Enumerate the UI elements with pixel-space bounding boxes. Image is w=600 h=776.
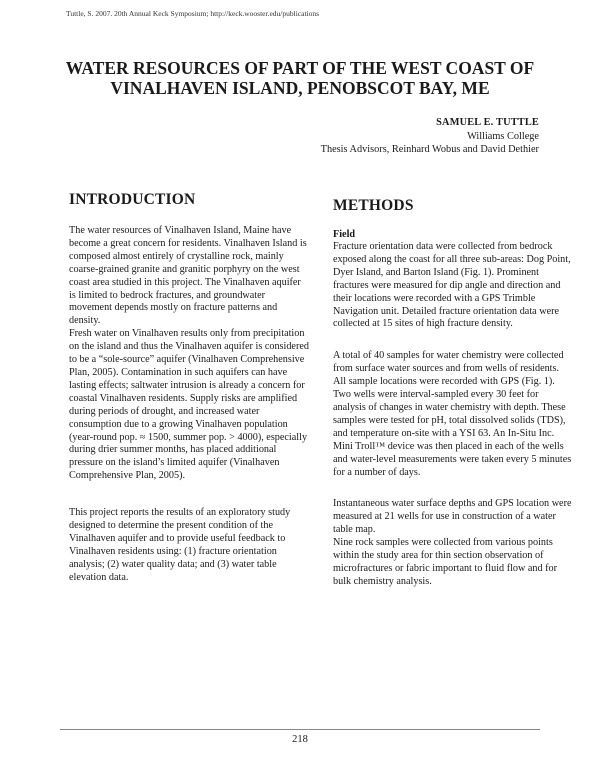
introduction-paragraph-2: Fresh water on Vinalhaven results only from precipitation on the island and thus the Vinalhaven aquifer is considered to be a “sole-source” aquifer (Vinalhaven Comprehensive Plan, 2005). Contamination in such aquifers can have lasting effects; saltwater intrusion is already a concern for coastal Vinalhaven residents. Supply risks are amplified during periods of drought, and increased water consumption due to a growing Vinalhaven population (year-round pop. ≈ 1500, summer pop. > 4000), especially during drier summer months, has placed additional pressure on the island’s limited aquifer (Vinalhaven Comprehensive Plan, 2005). [69, 328, 309, 482]
field-subheading: Field [333, 229, 356, 240]
introduction-paragraph-1: The water resources of Vinalhaven Island, Maine have become a great concern for residents. Vinalhaven Island is composed almost entirely of crystalline rock, mainly coarse-grained granite and granitic porphyry on the west coast area studied in this project. The Vinalhaven aquifer is limited to bedrock fractures, and groundwater movement depends mostly on fracture patterns and density. [69, 225, 307, 327]
introduction-heading: INTRODUCTION [69, 191, 196, 208]
methods-paragraph-2: A total of 40 samples for water chemistry were collected from surface water sources and from wells of residents. All sample locations were recorded with GPS (Fig. 1). Two wells were interval-sampled every 30 feet for analysis of changes in water chemistry with depth. These samples were tested for pH, total dissolved solids (TDS), and temperature on-site with a YSI 63. An In-Situ Inc. Mini Troll™ device was then placed in each of the wells and water-level measurements were taken every 5 minutes for a number of days. [333, 350, 572, 478]
author-block [321, 116, 539, 157]
methods-paragraph-4: Nine rock samples were collected from various points within the study area for thin section observation of microfractures or fabric important to fluid flow and for bulk chemistry analysis. [333, 537, 558, 587]
author-affiliation: Williams College [467, 130, 539, 142]
footer-rule [60, 729, 540, 730]
page-number: 218 [292, 734, 308, 745]
right-column [333, 197, 573, 589]
author-name: SAMUEL E. TUTTLE [436, 117, 539, 128]
citation-header: Tuttle, S. 2007. 20th Annual Keck Symposium; http://keck.wooster.edu/publications [66, 9, 320, 18]
methods-paragraph-3: Instantaneous water surface depths and GPS location were measured at 21 wells for use in construction of a water table map. [333, 498, 572, 536]
methods-paragraph-1: Fracture orientation data were collected from bedrock exposed along the coast for all three sub-areas: Dog Point, Dyer Island, and Barton Island (Fig. 1). Prominent fractures were measured for dip angle and direction and their locations were recorded with a GPS Trimble Navigation unit. Detailed fracture orientation data were collected at 15 sites of high fracture density. [333, 241, 571, 330]
introduction-paragraph-3: This project reports the results of an exploratory study designed to determine the present condition of the Vinalhaven aquifer and to provide useful feedback to Vinalhaven residents using: (1) fracture orientation analysis; (2) water quality data; and (3) water table elevation data. [69, 507, 291, 583]
left-column [69, 191, 309, 585]
thesis-advisors: Thesis Advisors, Reinhard Wobus and David Dethier [320, 144, 539, 156]
methods-heading: METHODS [333, 197, 414, 214]
paper-title: WATER RESOURCES OF PART OF THE WEST COAST OF VINALHAVEN ISLAND, PENOBSCOT BAY, ME [65, 58, 535, 98]
